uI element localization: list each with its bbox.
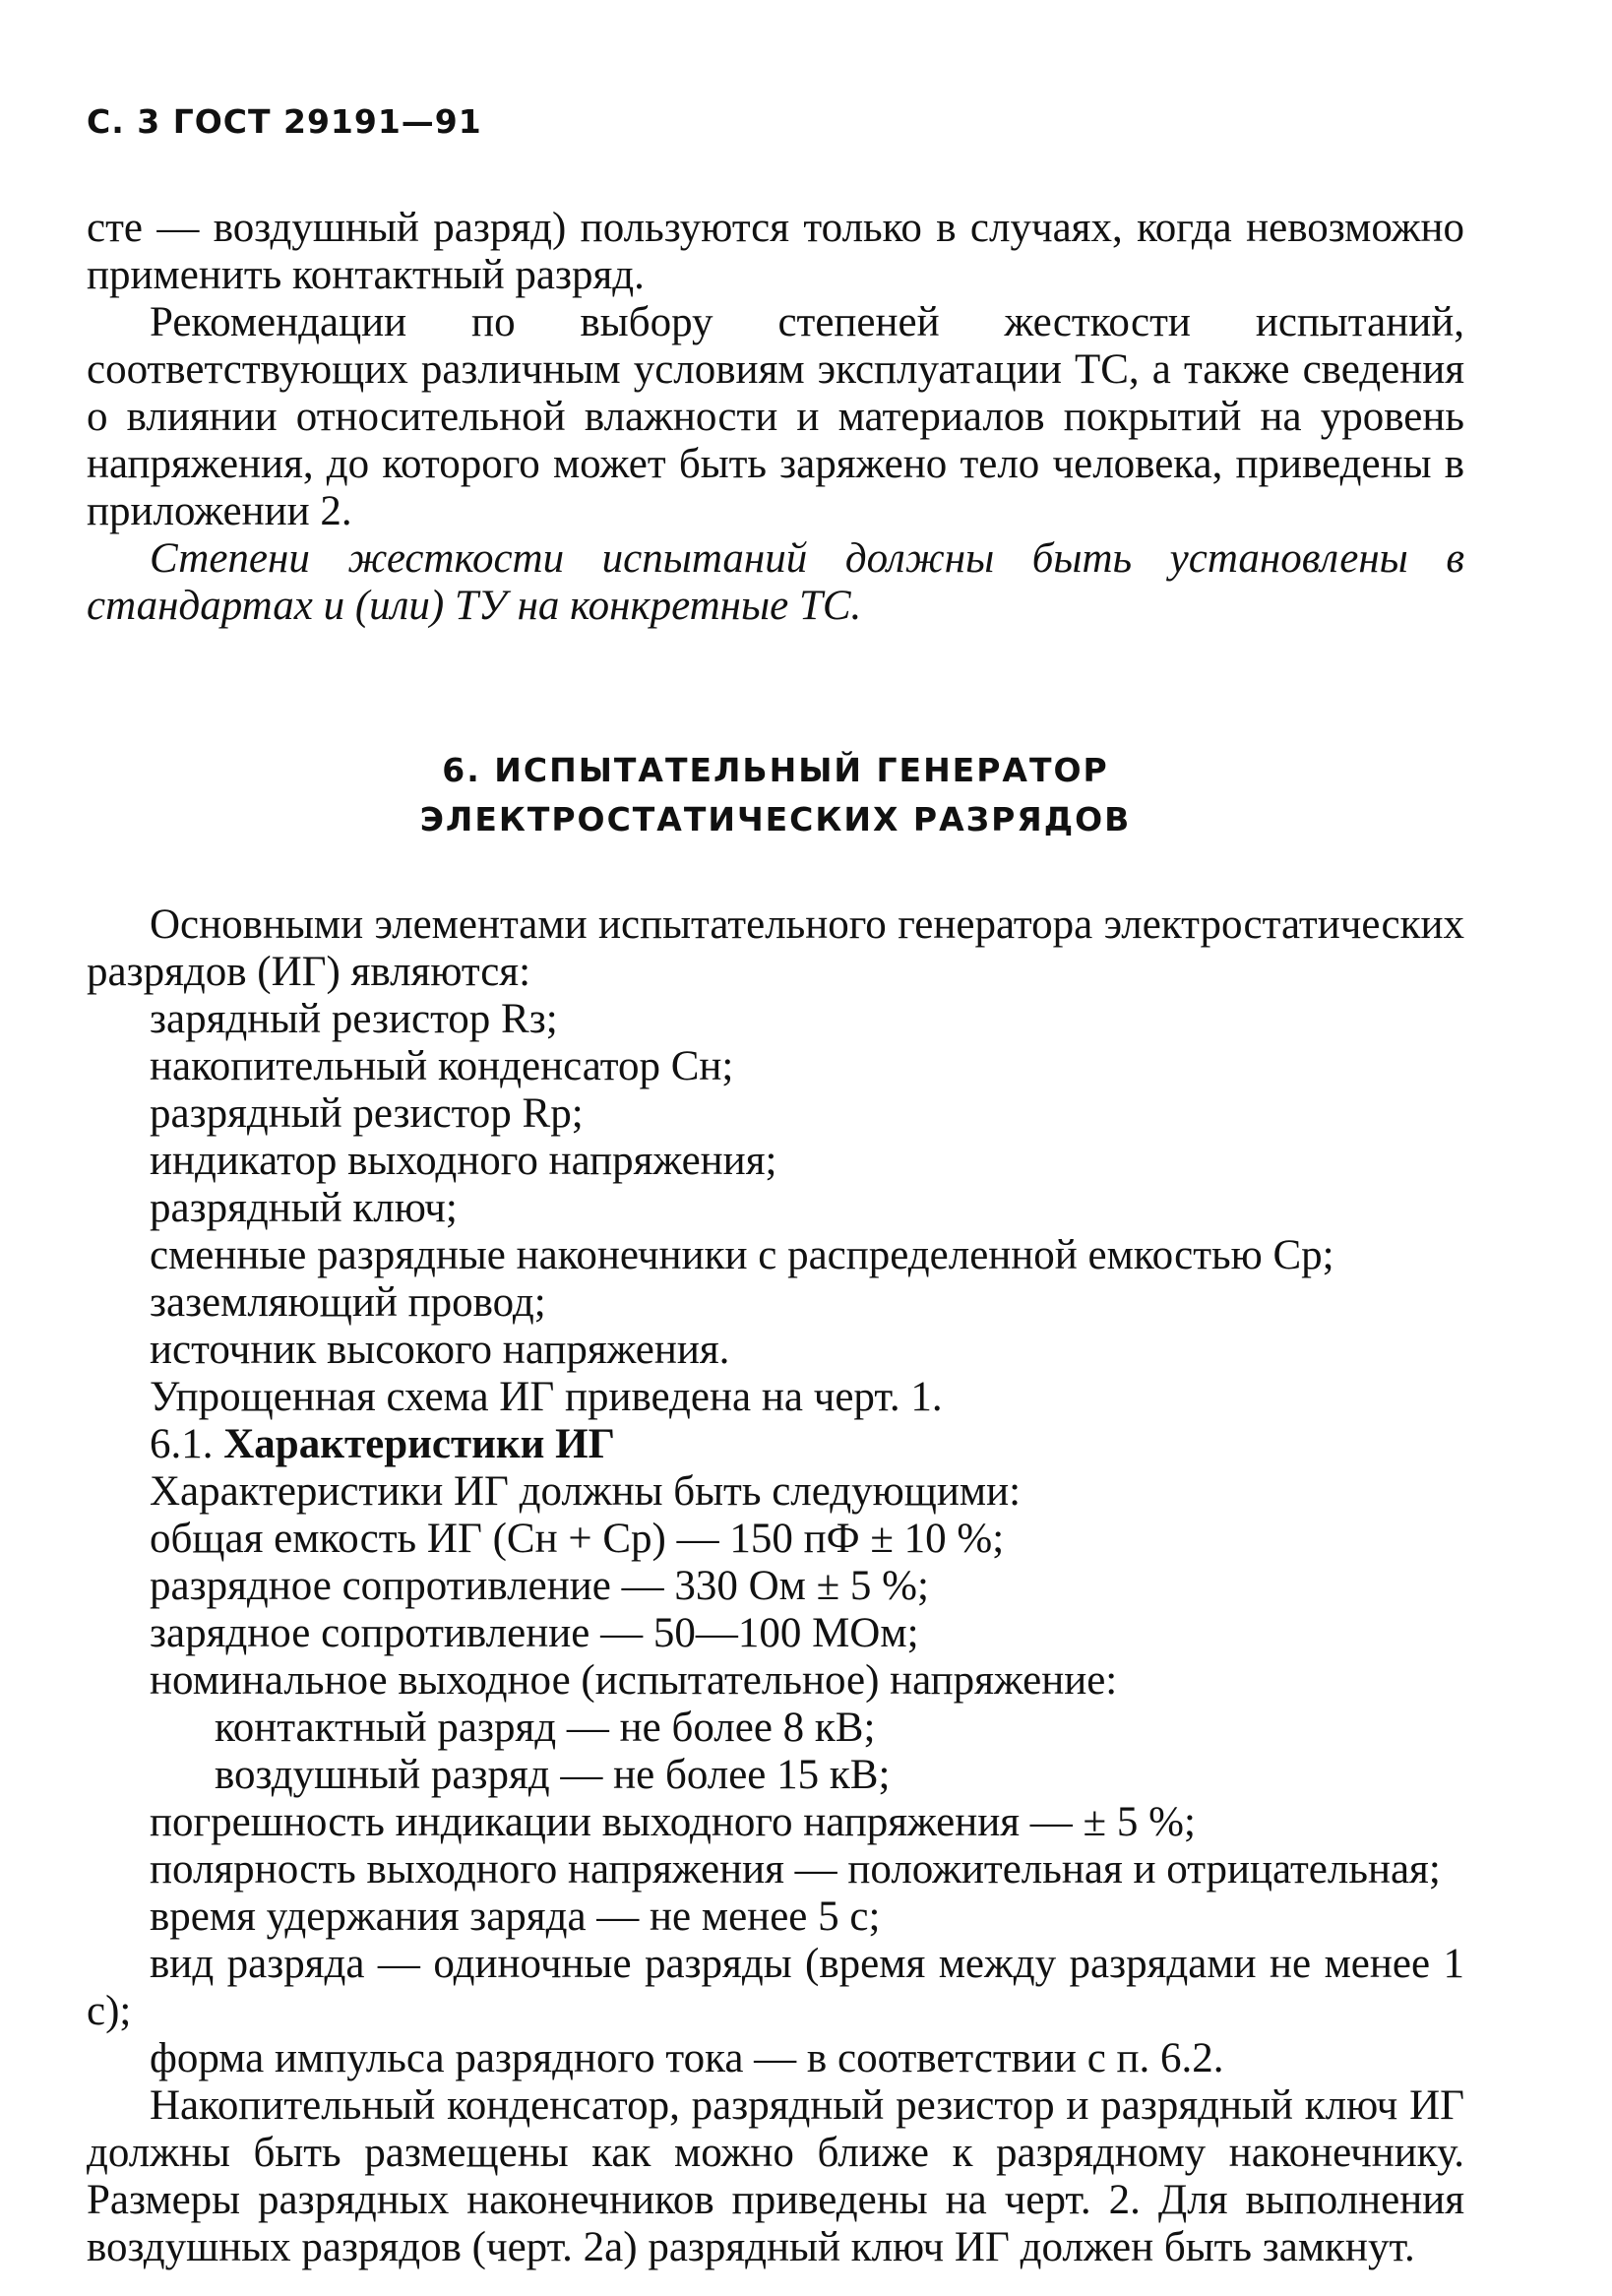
closing-paragraph: Накопительный конденсатор, разрядный резистор и разрядный ключ ИГ должны быть размещены как можно ближе к разрядному наконечнику. Размеры разрядных наконечников приведены на черт. 2. Для выполнения воздушных разрядов (черт. 2а) разрядный ключ ИГ должен быть замкнут. <box>87 2082 1464 2270</box>
list-item: воздушный разряд — не более 15 кВ; <box>215 1752 891 1798</box>
list-item: сменные разрядные наконечники с распределенной емкостью Cр; <box>150 1232 1334 1278</box>
generator-elements-list <box>87 996 1464 1374</box>
list-item: общая емкость ИГ (Cн + Cр) — 150 пФ ± 10 %; <box>150 1516 1005 1562</box>
list-item: разрядный ключ; <box>150 1185 458 1231</box>
intro-paragraph-2: Рекомендации по выбору степеней жесткости испытаний, соответствующих различным условиям эксплуатации ТС, а также сведения о влиянии относительной влажности и материалов покрытий на уровень напряжения, до которого может быть заряжено тело человека, приведены в приложении 2. <box>87 299 1464 534</box>
list-item: контактный разряд — не более 8 кВ; <box>215 1705 876 1751</box>
subsection-number: 6.1. <box>150 1421 214 1467</box>
subsection-title: Характеристики ИГ <box>223 1421 615 1467</box>
list-item: зарядный резистор Rз; <box>150 996 558 1042</box>
section-6-lead: Основными элементами испытательного генератора электростатических разрядов (ИГ) являются: <box>87 901 1464 995</box>
section-6-title-line-2: ЭЛЕКТРОСТАТИЧЕСКИХ РАЗРЯДОВ <box>419 800 1132 838</box>
subsection-6-1-heading <box>87 1421 1464 1468</box>
characteristics-list <box>87 1516 1464 2082</box>
list-item: номинальное выходное (испытательное) напряжение: <box>150 1657 1118 1704</box>
page-header: С. 3 ГОСТ 29191—91 <box>87 102 482 141</box>
section-6-title-line-1: 6. ИСПЫТАТЕЛЬНЫЙ ГЕНЕРАТОР <box>442 751 1109 789</box>
list-item: погрешность индикации выходного напряжения — ± 5 %; <box>150 1799 1196 1845</box>
intro-paragraph-1: сте — воздушный разряд) пользуются только в случаях, когда невозможно применить контактный разряд. <box>87 205 1464 298</box>
document-page <box>87 98 1464 2271</box>
list-item: разрядный резистор Rр; <box>150 1090 584 1137</box>
characteristics-lead: Характеристики ИГ должны быть следующими: <box>150 1468 1022 1515</box>
list-item: заземляющий провод; <box>150 1279 546 1326</box>
list-item: индикатор выходного напряжения; <box>150 1138 777 1184</box>
list-item: время удержания заряда — не менее 5 с; <box>150 1893 881 1940</box>
intro-paragraph-3: Степени жесткости испытаний должны быть установлены в стандартах и (или) ТУ на конкретные ТС. <box>87 535 1464 629</box>
section-6-title <box>87 746 1464 844</box>
list-item: накопительный конденсатор Cн; <box>150 1043 734 1089</box>
list-item: полярность выходного напряжения — положительная и отрицательная; <box>150 1846 1441 1893</box>
list-item: источник высокого напряжения. <box>150 1327 730 1373</box>
list-item: разрядное сопротивление — 330 Ом ± 5 %; <box>150 1563 929 1609</box>
list-item: форма импульса разрядного тока — в соответствии с п. 6.2. <box>150 2035 1224 2081</box>
list-item: зарядное сопротивление — 50—100 МОм; <box>150 1610 919 1656</box>
list-item: вид разряда — одиночные разряды (время между разрядами не менее 1 с); <box>87 1941 1464 2034</box>
scheme-note: Упрощенная схема ИГ приведена на черт. 1. <box>150 1374 943 1420</box>
